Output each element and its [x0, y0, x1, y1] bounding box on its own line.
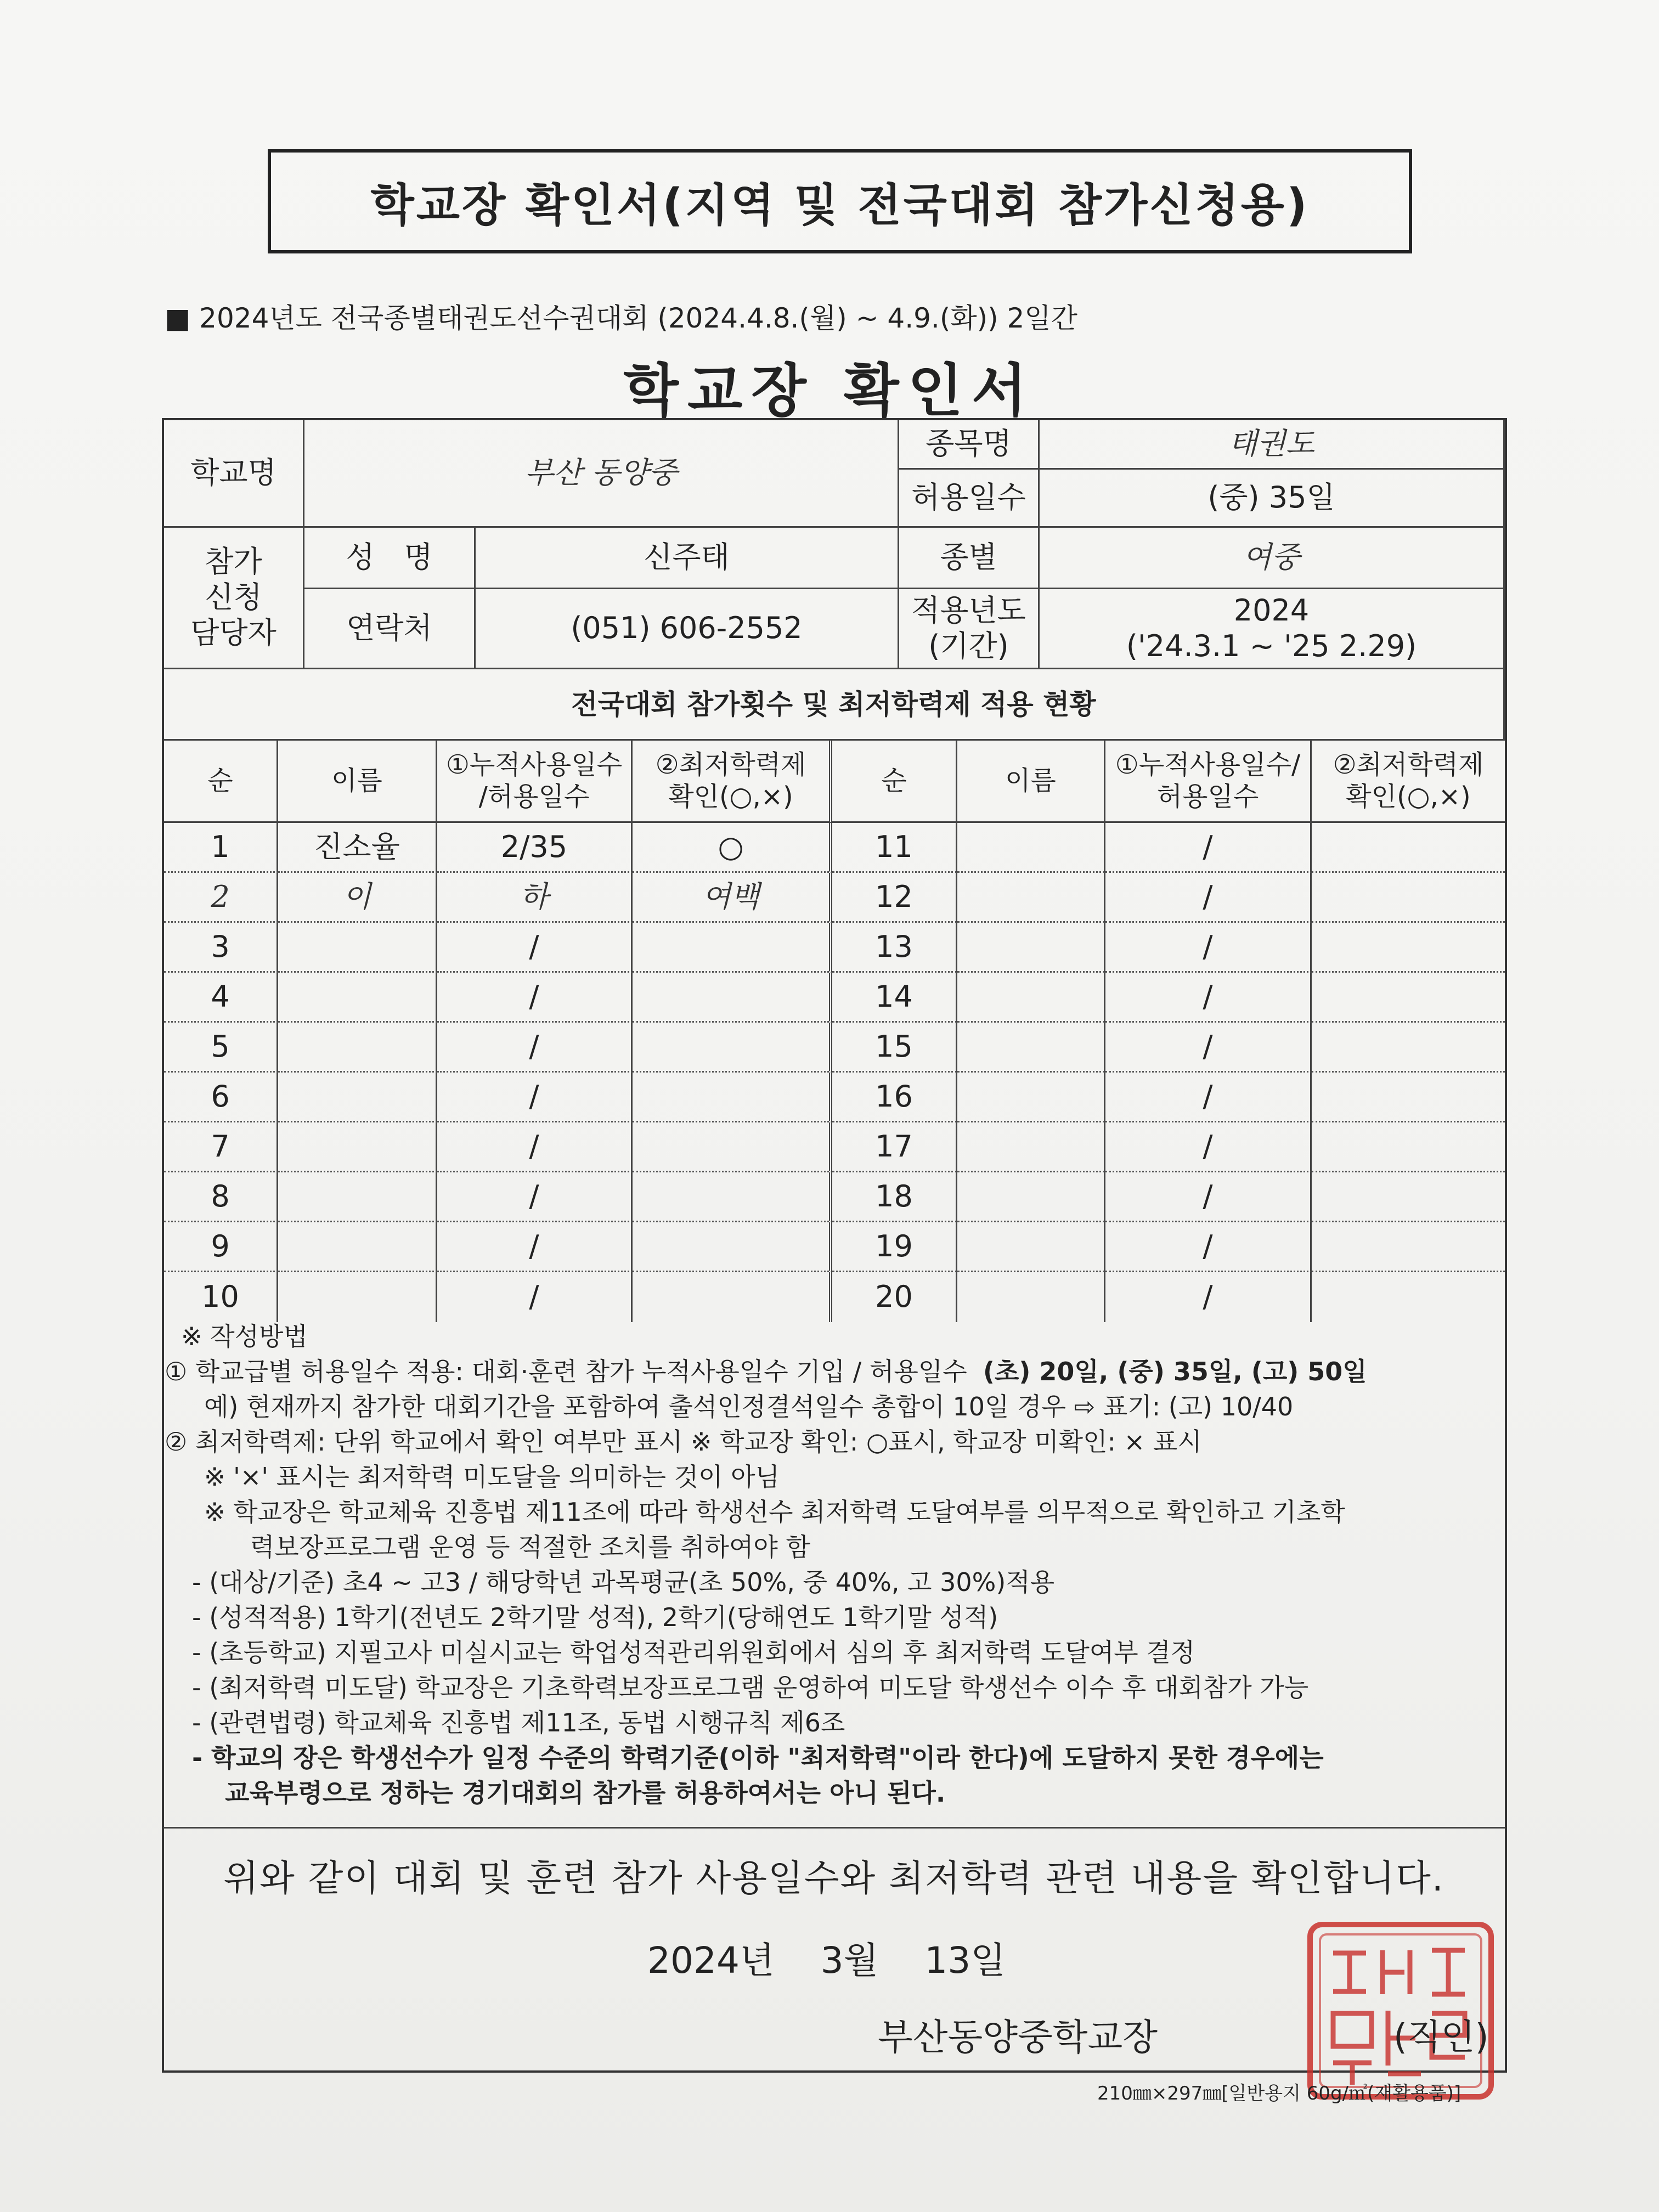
row-8-no: 8	[164, 1172, 278, 1222]
confirmation-text: 위와 같이 대회 및 훈련 참가 사용일수와 최저학력 관련 내용을 확인합니다.	[223, 1857, 1444, 1899]
row-r-8-no: 18	[832, 1172, 957, 1222]
year-label: 적용년도 (기간)	[899, 589, 1040, 669]
row-5-name	[278, 1023, 437, 1073]
table-header-col-days: ①누적사용일수 /허용일수	[437, 741, 633, 823]
row-4-check	[633, 973, 832, 1023]
name-label: 성 명	[304, 528, 476, 589]
row-r-7-days: /	[1105, 1122, 1312, 1172]
row-7-no: 7	[164, 1122, 278, 1172]
row-r-10-days: /	[1105, 1272, 1312, 1322]
row-r-5-check	[1312, 1023, 1505, 1073]
row-6-days: /	[437, 1073, 633, 1122]
row-3-no: 3	[164, 923, 278, 973]
row-3-days: /	[437, 923, 633, 973]
detail-4: - (최저학력 미도달) 학교장은 기초학력보장프로그램 운영하여 미도달 학생선수 이수 후 대회참가 가능	[192, 1673, 1309, 1702]
school-value: 부산 동양중	[304, 420, 899, 528]
row-2-no: 2	[164, 873, 278, 923]
paper-spec: 210㎜×297㎜[일반용지 60g/㎡(재활용품)]	[1097, 2083, 1462, 2104]
phone-value: (051) 606-2552	[476, 589, 899, 669]
detail-3: - (초등학교) 지필고사 미실시교는 학업성적관리위원회에서 심의 후 최저학력 도달여부 결정	[192, 1638, 1195, 1667]
row-7-days: /	[437, 1122, 633, 1172]
row-r-7-no: 17	[832, 1122, 957, 1172]
issue-date: 2024년 3월 13일	[647, 1939, 1006, 1982]
row-3-check	[633, 923, 832, 973]
row-r-10-name	[957, 1272, 1105, 1322]
row-r-6-no: 16	[832, 1073, 957, 1122]
row-2-days: 하	[437, 873, 633, 923]
row-r-4-check	[1312, 973, 1505, 1023]
row-r-5-no: 15	[832, 1023, 957, 1073]
row-r-6-check	[1312, 1073, 1505, 1122]
detail-1: - (대상/기준) 초4 ~ 고3 / 해당학년 과목평균(초 50%, 중 40%, 고 30%)적용	[192, 1567, 1055, 1597]
seal-label: (직인)	[1393, 2017, 1489, 2058]
table-header-col-check: ②최저학력제 확인(○,×)	[633, 741, 832, 823]
row-2-check: 여백	[633, 873, 832, 923]
table-header-col-name-2: 이름	[957, 741, 1105, 823]
allowed-days-label: 허용일수	[899, 470, 1040, 528]
row-r-7-name	[957, 1122, 1105, 1172]
row-1-days: 2/35	[437, 823, 633, 873]
row-10-no: 10	[164, 1272, 278, 1322]
note-1	[165, 1354, 1367, 1389]
row-r-5-name	[957, 1023, 1105, 1073]
row-r-2-name	[957, 873, 1105, 923]
row-r-3-name	[957, 923, 1105, 973]
row-4-name	[278, 973, 437, 1023]
row-8-check	[633, 1172, 832, 1222]
note-1-text: ① 학교급별 허용일수 적용: 대회·훈련 참가 누적사용일수 기입 / 허용일수	[165, 1357, 967, 1386]
row-r-1-check	[1312, 823, 1505, 873]
row-9-no: 9	[164, 1222, 278, 1272]
row-9-check	[633, 1222, 832, 1272]
sport-label: 종목명	[899, 420, 1040, 470]
row-r-1-days: /	[1105, 823, 1312, 873]
document-heading: 학교장 확인서	[623, 357, 1036, 424]
row-8-days: /	[437, 1172, 633, 1222]
row-2-name: 이	[278, 873, 437, 923]
contact-group-label: 참가 신청 담당자	[164, 528, 304, 669]
row-r-6-days: /	[1105, 1073, 1312, 1122]
note-2-b1: ※ 학교장은 학교체육 진흥법 제11조에 따라 학생선수 최저학력 도달여부를 의무적으로 확인하고 기초학	[204, 1497, 1345, 1527]
row-r-4-days: /	[1105, 973, 1312, 1023]
note-2: ② 최저학력제: 단위 학교에서 확인 여부만 표시 ※ 학교장 확인: ○표시, 학교장 미확인: × 표시	[165, 1427, 1202, 1457]
row-9-name	[278, 1222, 437, 1272]
row-r-9-days: /	[1105, 1222, 1312, 1272]
school-label: 학교명	[164, 420, 304, 528]
row-r-1-name	[957, 823, 1105, 873]
row-r-4-name	[957, 973, 1105, 1023]
row-r-7-check	[1312, 1122, 1505, 1172]
principal-name: 부산동양중학교장	[878, 2016, 1158, 2058]
category-label: 종별	[899, 528, 1040, 589]
row-6-name	[278, 1073, 437, 1122]
row-1-check: ○	[633, 823, 832, 873]
row-r-9-name	[957, 1222, 1105, 1272]
row-7-name	[278, 1122, 437, 1172]
row-3-name	[278, 923, 437, 973]
row-r-8-check	[1312, 1172, 1505, 1222]
row-r-6-name	[957, 1073, 1105, 1122]
row-r-3-check	[1312, 923, 1505, 973]
event-line: ■ 2024년도 전국종별태권도선수권대회 (2024.4.8.(월) ~ 4.9.(화)) 2일간	[165, 302, 1077, 334]
row-4-days: /	[437, 973, 633, 1023]
phone-label: 연락처	[304, 589, 476, 669]
table-header-col-no: 순	[164, 741, 278, 823]
row-10-days: /	[437, 1272, 633, 1322]
table-header-col-check-2: ②최저학력제 확인(○,×)	[1312, 741, 1505, 823]
row-5-days: /	[437, 1023, 633, 1073]
row-r-8-days: /	[1105, 1172, 1312, 1222]
document-title: 학교장 확인서(지역 및 전국대회 참가신청용)	[268, 149, 1412, 253]
table-header-col-name: 이름	[278, 741, 437, 823]
row-r-5-days: /	[1105, 1023, 1312, 1073]
row-r-3-days: /	[1105, 923, 1312, 973]
row-6-check	[633, 1073, 832, 1122]
row-r-10-check	[1312, 1272, 1505, 1322]
note-1-example: 예) 현재까지 참가한 대회기간을 포함하여 출석인정결석일수 총합이 10일 경우 ⇨ 표기: (고) 10/40	[204, 1392, 1294, 1421]
row-9-days: /	[437, 1222, 633, 1272]
row-r-2-no: 12	[832, 873, 957, 923]
table-header-col-days-2: ①누적사용일수/ 허용일수	[1105, 741, 1312, 823]
row-r-10-no: 20	[832, 1272, 957, 1322]
detail-2: - (성적적용) 1학기(전년도 2학기말 성적), 2학기(당해연도 1학기말 성적)	[192, 1602, 998, 1632]
row-r-2-check	[1312, 873, 1505, 923]
row-r-3-no: 13	[832, 923, 957, 973]
notes-heading: ※ 작성방법	[181, 1322, 308, 1351]
detail-6a: - 학교의 장은 학생선수가 일정 수준의 학력기준(이하 "최저학력"이라 한다)에 도달하지 못한 경우에는	[192, 1743, 1324, 1773]
row-r-1-no: 11	[832, 823, 957, 873]
row-r-8-name	[957, 1172, 1105, 1222]
year-value: 2024 ('24.3.1 ~ '25 2.29)	[1040, 589, 1505, 669]
category-value: 여중	[1040, 528, 1505, 589]
row-5-check	[633, 1023, 832, 1073]
name-value: 신주태	[476, 528, 899, 589]
row-1-name: 진소율	[278, 823, 437, 873]
row-r-2-days: /	[1105, 873, 1312, 923]
row-8-name	[278, 1172, 437, 1222]
form-frame	[162, 418, 1507, 2073]
row-r-9-no: 19	[832, 1222, 957, 1272]
note-2-a: ※ '×' 표시는 최저학력 미도달을 의미하는 것이 아님	[204, 1462, 780, 1492]
row-7-check	[633, 1122, 832, 1172]
row-6-no: 6	[164, 1073, 278, 1122]
note-1-days: (초) 20일, (중) 35일, (고) 50일	[983, 1357, 1367, 1386]
row-10-check	[633, 1272, 832, 1322]
row-r-9-check	[1312, 1222, 1505, 1272]
detail-6b: 교육부령으로 정하는 경기대회의 참가를 허용하여서는 아니 된다.	[225, 1778, 946, 1808]
table-caption: 전국대회 참가횟수 및 최저학력제 적용 현황	[164, 669, 1505, 741]
row-r-4-no: 14	[832, 973, 957, 1023]
row-10-name	[278, 1272, 437, 1322]
allowed-days-value: (중) 35일	[1040, 470, 1505, 528]
row-4-no: 4	[164, 973, 278, 1023]
sport-value: 태권도	[1040, 420, 1505, 470]
detail-5: - (관련법령) 학교체육 진흥법 제11조, 동법 시행규칙 제6조	[192, 1708, 845, 1737]
table-header-col-no-2: 순	[832, 741, 957, 823]
row-5-no: 5	[164, 1023, 278, 1073]
note-2-b2: 력보장프로그램 운영 등 적절한 조치를 취하여야 함	[250, 1532, 810, 1562]
row-1-no: 1	[164, 823, 278, 873]
divider	[163, 1827, 1505, 1829]
